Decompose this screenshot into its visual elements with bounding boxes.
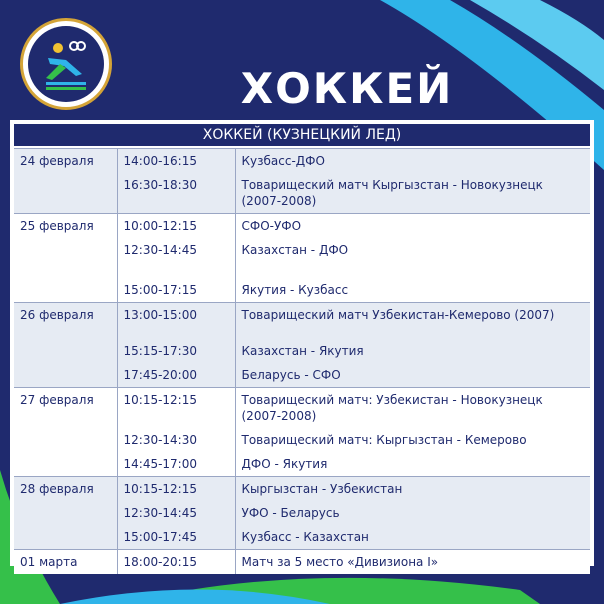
date-cell-empty	[14, 363, 117, 388]
table-row	[14, 525, 590, 550]
time-cell: 18:00-20:15	[117, 549, 235, 574]
match-cell: Кузбасс - Казахстан	[235, 525, 590, 550]
time-cell: 12:30-14:45	[117, 501, 235, 525]
table-row	[14, 149, 590, 174]
time-cell: 12:30-14:45	[117, 238, 235, 278]
schedule-table	[14, 148, 590, 574]
match-cell: Товарищеский матч: Кыргызстан - Кемерово	[235, 428, 590, 452]
date-cell-empty	[14, 501, 117, 525]
table-row	[14, 387, 590, 428]
date-cell: 24 февраля	[14, 149, 117, 174]
table-row	[14, 339, 590, 363]
time-cell: 15:15-17:30	[117, 339, 235, 363]
table-row	[14, 549, 590, 574]
match-cell: Якутия - Кузбасс	[235, 278, 590, 303]
time-cell: 12:30-14:30	[117, 428, 235, 452]
time-cell: 15:00-17:45	[117, 525, 235, 550]
table-row	[14, 173, 590, 214]
date-cell: 25 февраля	[14, 214, 117, 239]
time-cell: 10:15-12:15	[117, 387, 235, 428]
date-cell-empty	[14, 339, 117, 363]
table-row	[14, 303, 590, 339]
match-cell: ДФО - Якутия	[235, 452, 590, 477]
date-cell: 28 февраля	[14, 476, 117, 501]
match-cell: Матч за 5 место «Дивизиона I»	[235, 549, 590, 574]
match-cell: Кыргызстан - Узбекистан	[235, 476, 590, 501]
table-row	[14, 476, 590, 501]
table-row	[14, 501, 590, 525]
time-cell: 10:15-12:15	[117, 476, 235, 501]
date-cell-empty	[14, 525, 117, 550]
table-row	[14, 363, 590, 388]
schedule-card	[10, 120, 594, 569]
table-row	[14, 278, 590, 303]
table-row	[14, 428, 590, 452]
match-cell: Товарищеский матч Узбекистан-Кемерово (2007)	[235, 303, 590, 339]
match-cell: Казахстан - Якутия	[235, 339, 590, 363]
date-cell-empty	[14, 428, 117, 452]
date-cell-empty	[14, 278, 117, 303]
time-cell: 14:00-16:15	[117, 149, 235, 174]
table-row	[14, 214, 590, 239]
date-cell-empty	[14, 238, 117, 278]
match-cell: Беларусь - СФО	[235, 363, 590, 388]
time-cell: 16:30-18:30	[117, 173, 235, 214]
time-cell: 10:00-12:15	[117, 214, 235, 239]
schedule-heading: ХОККЕЙ (КУЗНЕЦКИЙ ЛЕД)	[14, 124, 590, 146]
match-cell: Товарищеский матч Кыргызстан - Новокузнецк (2007-2008)	[235, 173, 590, 214]
match-cell: УФО - Беларусь	[235, 501, 590, 525]
table-row	[14, 452, 590, 477]
match-cell: Товарищеский матч: Узбекистан - Новокузнецк (2007-2008)	[235, 387, 590, 428]
match-cell: Кузбасс-ДФО	[235, 149, 590, 174]
page-title: ХОККЕЙ	[240, 64, 454, 113]
table-row	[14, 238, 590, 278]
time-cell: 14:45-17:00	[117, 452, 235, 477]
date-cell-empty	[14, 173, 117, 214]
time-cell: 13:00-15:00	[117, 303, 235, 339]
date-cell: 01 марта	[14, 549, 117, 574]
date-cell-empty	[14, 452, 117, 477]
date-cell: 27 февраля	[14, 387, 117, 428]
match-cell: СФО-УФО	[235, 214, 590, 239]
time-cell: 17:45-20:00	[117, 363, 235, 388]
time-cell: 15:00-17:15	[117, 278, 235, 303]
match-cell: Казахстан - ДФО	[235, 238, 590, 278]
date-cell: 26 февраля	[14, 303, 117, 339]
